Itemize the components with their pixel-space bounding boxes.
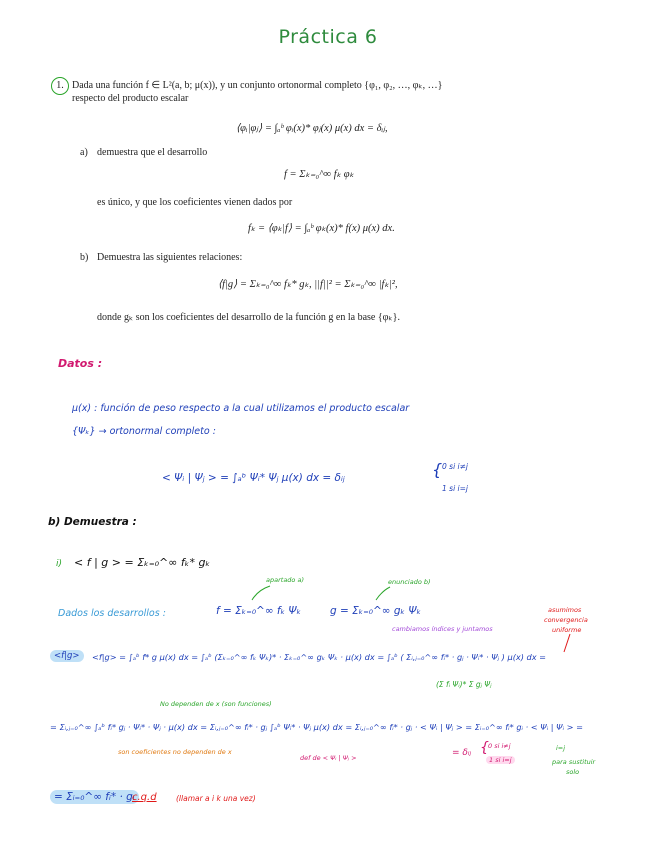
orthonormal-equation: < Ψᵢ | Ψⱼ > = ∫ₐᵇ Ψᵢ* Ψⱼ μ(x) dx = δᵢⱼ (162, 472, 345, 484)
expansion-f: f = Σₖ₌₀^∞ fₖ Ψₖ (216, 605, 302, 617)
brace-delta: { (432, 460, 443, 479)
highlight-fg: <f|g> (50, 650, 84, 662)
part-a-text2: es único, y que los coeficientes vienen dados por (97, 197, 293, 208)
part-a-text: demuestra que el desarrollo (97, 147, 208, 158)
datos-heading: Datos : (58, 357, 103, 370)
note-i-eq-j: i=j (556, 744, 566, 752)
phi-orthonormal: {Ψₖ} → ortonormal completo : (72, 426, 216, 437)
part-a-label: a) (80, 147, 88, 158)
problem-intro-line2: respecto del producto escalar (72, 93, 189, 104)
under-annotation-sum: (Σ fᵢ Ψᵢ)* Σ gⱼ Ψⱼ (436, 680, 492, 689)
note-enunciado-b: enunciado b) (388, 578, 431, 586)
expansion-g: g = Σₖ₌₀^∞ gₖ Ψₖ (330, 605, 422, 617)
delta-case-zero: 0 si i≠j (442, 462, 468, 471)
final-result (50, 791, 139, 803)
qed-mark: c.q.d (132, 792, 157, 803)
delta-result-zero: 0 si i≠j (488, 742, 511, 750)
note-assume-2: convergencia (544, 616, 588, 624)
derivation-line-2: = Σᵢ,ⱼ₌₀^∞ ∫ₐᵇ fᵢ* gⱼ · Ψᵢ* · Ψⱼ · μ(x) dx = Σᵢ,ⱼ₌₀^∞ fᵢ* · gⱼ ∫ₐᵇ Ψᵢ* · Ψⱼ μ(x) dx = Σᵢ,ⱼ₌₀^∞ fᵢ* · gⱼ · < Ψᵢ | Ψⱼ > = Σᵢ₌₀^∞ fᵢ* gᵢ · < Ψᵢ | Ψᵢ > = (50, 722, 583, 732)
note-change-indices: cambiamos índices y juntamos (392, 625, 493, 633)
mu-definition: μ(x) : función de peso respecto a la cual utilizamos el producto escalar (72, 403, 410, 414)
item-i-label: i) (56, 559, 63, 569)
part-b-text2: donde gₖ son los coeficientes del desarrollo de la función g en la base {φₖ}. (97, 312, 400, 323)
note-independent-x: No dependen de x (son funciones) (160, 700, 272, 708)
part-b-heading: b) Demuestra : (48, 516, 137, 528)
note-assume-1: asumimos (548, 606, 582, 614)
note-assume-3: uniforme (552, 626, 582, 634)
derivation-line-1-body: <f|g> = ∫ₐᵇ f* g μ(x) dx = ∫ₐᵇ (Σₖ₌₀^∞ fₖ Ψₖ)* · Σₖ₌₀^∞ gₖ Ψₖ · μ(x) dx = ∫ₐᵇ ( Σᵢ,ⱼ₌₀^∞ fᵢ* · gⱼ · Ψᵢ* · Ψⱼ ) μ(x) dx = (92, 652, 547, 662)
given-expansions-label: Dados los desarrollos : (58, 608, 166, 619)
part-b-label: b) (80, 252, 89, 263)
problem-number: 1. (51, 77, 69, 95)
part-b-text: Demuestra las siguientes relaciones: (97, 252, 243, 263)
equation-expansion: f = Σₖ₌₀^∞ fₖ φₖ (284, 169, 354, 180)
delta-result-one: 1 si i=j (486, 756, 515, 764)
problem-intro-line1: Dada una función f ∈ L²(a, b; μ(x)), y un conjunto ortonormal completo {φ₁, φ₂, …, φₖ, …} (72, 80, 443, 91)
final-note: (llamar a i k una vez) (176, 794, 256, 803)
derivation-line-1 (50, 651, 84, 661)
note-coefficients: son coeficientes no dependen de x (118, 748, 232, 756)
delta-result: = δᵢⱼ (452, 748, 472, 758)
note-substitute: para sustituir (552, 758, 596, 766)
delta-case-one: 1 si i=j (442, 484, 468, 493)
page-title: Práctica 6 (278, 26, 378, 48)
note-definition: def de < Ψᵢ | Ψⱼ > (300, 754, 357, 762)
note-only: solo (566, 768, 580, 776)
equation-relations: ⟨f|g⟩ = Σₖ₌₀^∞ fₖ* gₖ, ||f||² = Σₖ₌₀^∞ |fₖ|², (218, 279, 398, 290)
delta-result-brace: { (480, 740, 489, 756)
annotation-arrows (240, 582, 440, 606)
claim-equation: < f | g > = Σₖ₌₀^∞ fₖ* gₖ (74, 556, 211, 569)
final-result-highlight: = Σᵢ₌₀^∞ fᵢ* · gᵢ (50, 790, 139, 804)
equation-scalar-product: ⟨φᵢ|φⱼ⟩ = ∫ₐᵇ φᵢ(x)* φⱼ(x) μ(x) dx = δᵢⱼ, (236, 123, 388, 134)
note-apartado-a: apartado a) (266, 576, 304, 584)
equation-coefficients: fₖ = ⟨φₖ|f⟩ = ∫ₐᵇ φₖ(x)* f(x) μ(x) dx. (248, 223, 395, 234)
